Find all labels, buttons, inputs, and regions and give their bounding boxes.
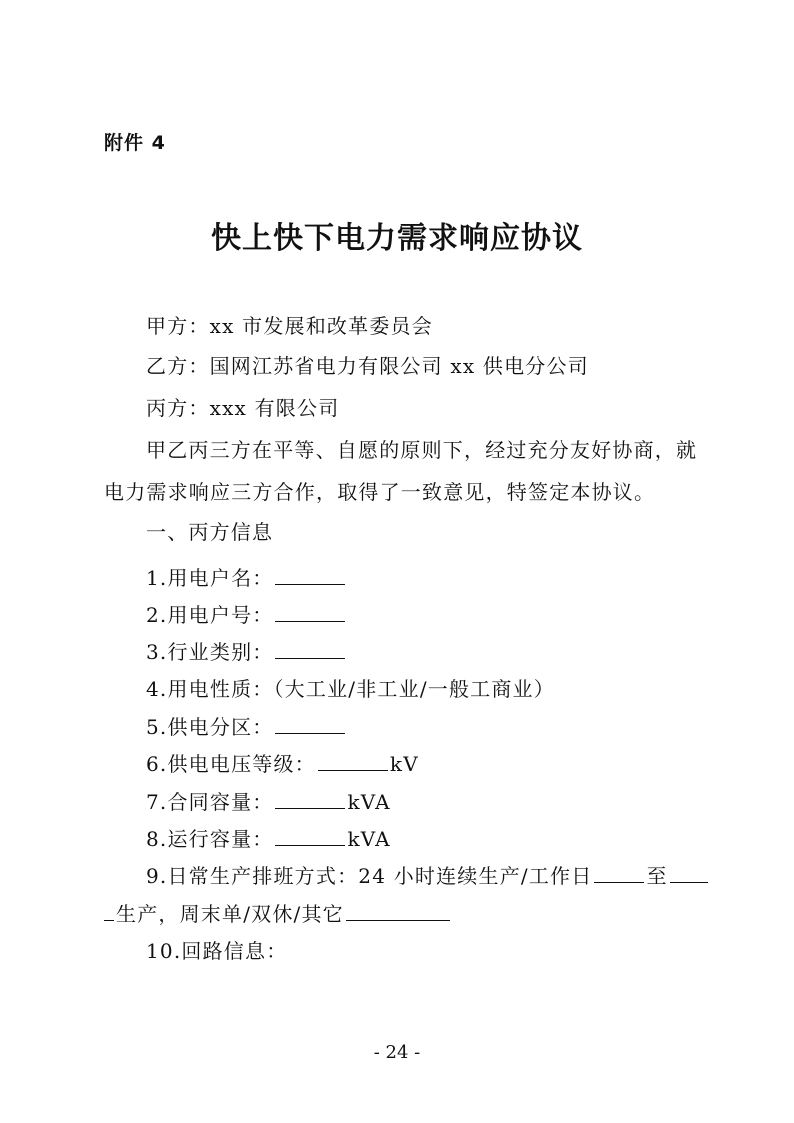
workday-end-blank[interactable] — [670, 862, 708, 883]
unit-label: kV — [389, 752, 419, 776]
field-label: 6.供电电压等级： — [146, 752, 316, 776]
field-label: 8.运行容量： — [146, 827, 274, 851]
other-schedule-blank[interactable] — [346, 900, 450, 921]
field-circuit-info — [146, 937, 287, 965]
party-a: 甲方：xx 市发展和改革委员会 — [146, 314, 433, 338]
page-number: - 24 - — [373, 1042, 421, 1063]
document-title: 快上快下电力需求响应协议 — [211, 221, 583, 256]
field-shift-schedule — [146, 862, 710, 890]
workday-end-blank-cont[interactable] — [104, 900, 114, 921]
shift-cont-label: 生产，周末单/双休/其它 — [116, 902, 344, 926]
unit-label: kVA — [347, 827, 391, 851]
account-name-blank[interactable] — [275, 564, 345, 585]
section-heading: 一、丙方信息 — [146, 520, 274, 544]
field-shift-schedule-cont — [104, 900, 452, 928]
field-label: 10.回路信息： — [146, 939, 288, 963]
field-contract-capacity — [146, 788, 391, 816]
field-supply-zone — [146, 713, 347, 741]
field-label: 7.合同容量： — [146, 790, 274, 814]
field-account-number — [146, 601, 347, 629]
supply-zone-blank[interactable] — [275, 713, 345, 734]
party-c: 丙方：xxx 有限公司 — [146, 396, 340, 420]
to-label: 至 — [646, 864, 668, 888]
account-number-blank[interactable] — [275, 601, 345, 622]
unit-label: kVA — [347, 790, 391, 814]
intro-line-2: 电力需求响应三方合作，取得了一致意见，特签定本协议。 — [104, 480, 656, 504]
field-label: 5.供电分区： — [146, 715, 274, 739]
field-label: 3.行业类别： — [146, 640, 274, 664]
field-label: 4.用电性质：（大工业/非工业/一般工商业） — [146, 677, 555, 701]
voltage-level-blank[interactable] — [318, 750, 388, 771]
field-label: 9.日常生产排班方式：24 小时连续生产/工作日 — [146, 864, 593, 888]
contract-capacity-blank[interactable] — [275, 788, 345, 809]
workday-start-blank[interactable] — [594, 862, 644, 883]
intro-line-1: 甲乙丙三方在平等、自愿的原则下，经过充分友好协商，就 — [146, 438, 698, 462]
party-b: 乙方：国网江苏省电力有限公司 xx 供电分公司 — [146, 354, 589, 378]
field-label: 1.用电户名： — [146, 566, 274, 590]
field-account-name — [146, 564, 347, 592]
field-operating-capacity — [146, 825, 391, 853]
attachment-label: 附件 4 — [104, 132, 166, 154]
industry-blank[interactable] — [275, 638, 345, 659]
field-industry — [146, 638, 347, 666]
operating-capacity-blank[interactable] — [275, 825, 345, 846]
field-voltage-level — [146, 750, 419, 778]
field-usage-type — [146, 675, 555, 703]
field-label: 2.用电户号： — [146, 603, 274, 627]
